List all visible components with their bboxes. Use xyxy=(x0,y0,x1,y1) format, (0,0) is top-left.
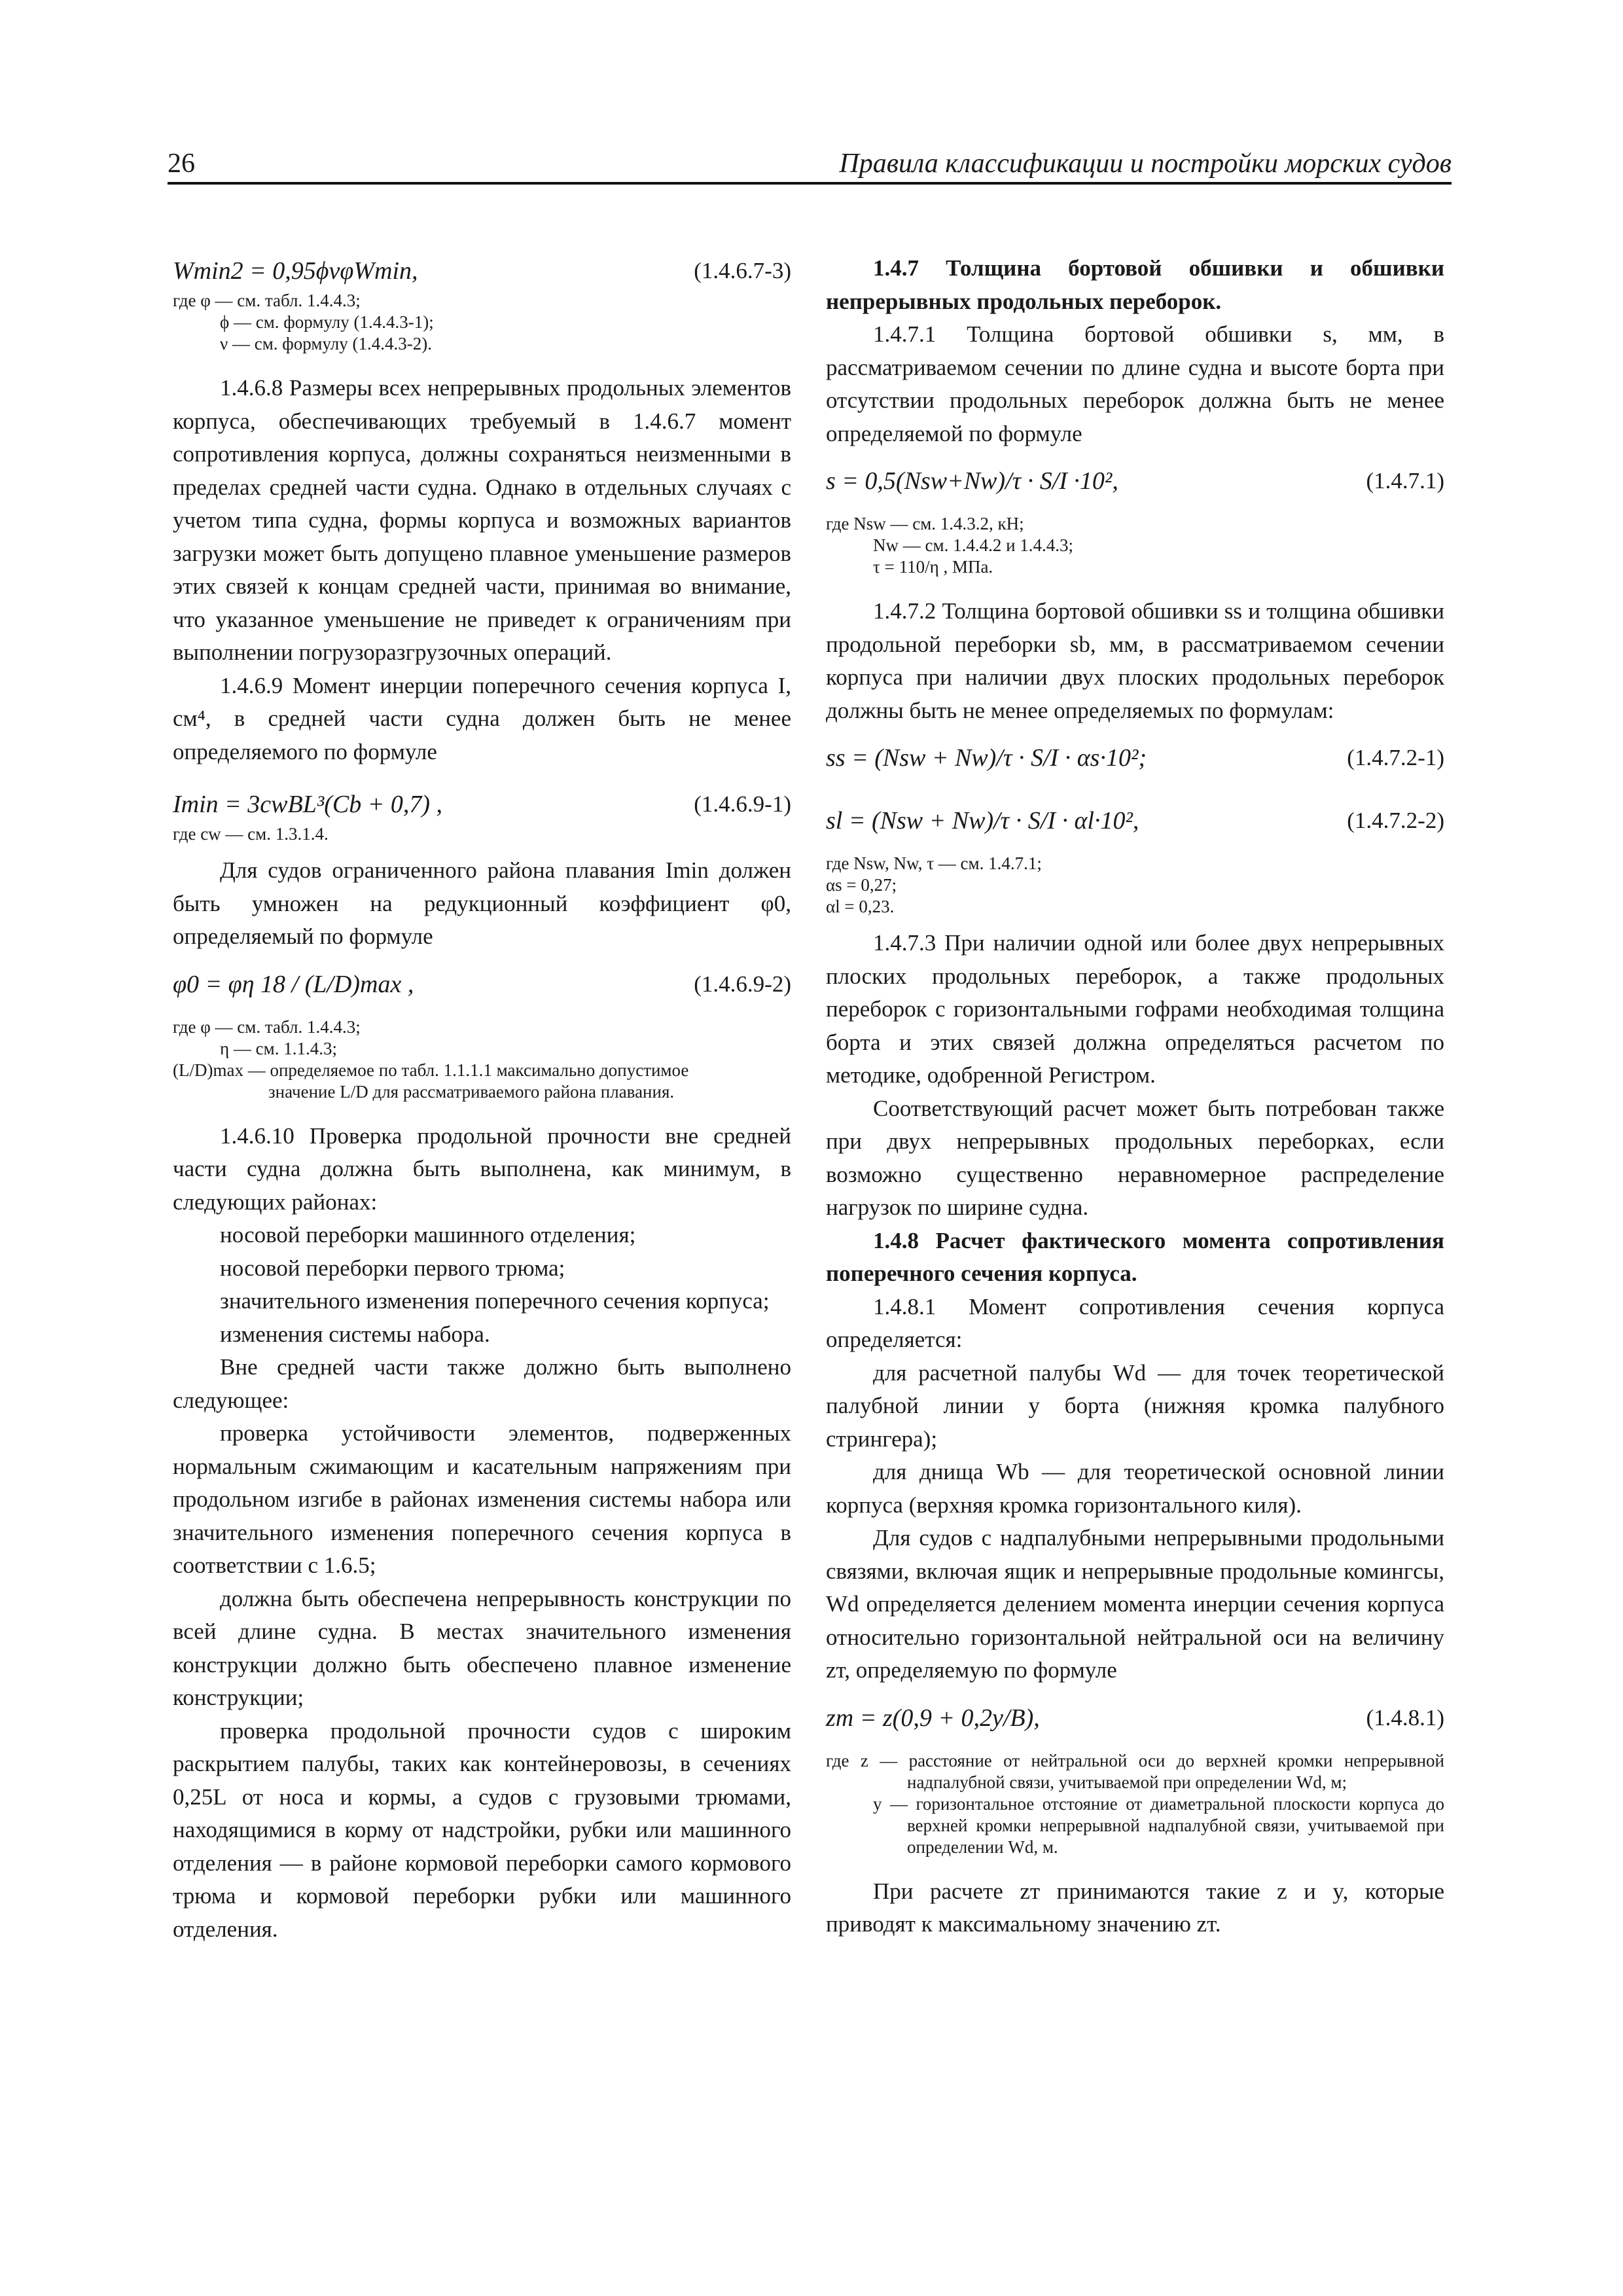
list-item: значительного изменения поперечного сечения корпуса; xyxy=(220,1288,770,1314)
page-number: 26 xyxy=(168,149,195,179)
paragraph-limited-area: Для судов ограниченного района плавания Imin должен быть умножен на редукционный коэффициент φ0, определяемый по формуле xyxy=(173,857,791,949)
paragraph-check-stability: проверка устойчивости элементов, подверженных нормальным сжимающим и касательным напряжениям при продольном изгибе в районах изменения системы набора или значительного изменения поперечного сечения корпуса в соответствии с 1.6.5; xyxy=(173,1420,791,1578)
paragraph-1-4-7-3: 1.4.7.3 При наличии одной или более двух непрерывных плоских продольных переборок, а также продольных переборок с горизонтальными гофрами необходимая толщина борта и этих связей должна определяться расчетом по методике, одобренной Регистром. xyxy=(826,930,1444,1088)
header-rule xyxy=(168,182,1452,185)
formula-legend xyxy=(826,513,1444,578)
page-header xyxy=(168,149,1452,178)
formula-legend xyxy=(173,290,791,355)
heading-1-4-8: 1.4.8 Расчет фактического момента сопротивления поперечного сечения корпуса. xyxy=(826,1227,1444,1286)
formula-legend xyxy=(826,1750,1444,1858)
paragraph-calculation: Соответствующий расчет может быть потребован также при двух непрерывных продольных переборках, если возможно существенно неравномерное распределение нагрузок по ширине судна. xyxy=(826,1095,1444,1220)
left-column xyxy=(173,252,791,1946)
formula-1-4-6-7-3 xyxy=(173,252,791,290)
legend-line: ν — см. формулу (1.4.4.3-2). xyxy=(220,334,432,353)
legend-line: Nw — см. 1.4.4.2 и 1.4.4.3; xyxy=(873,535,1074,555)
paragraph-check-continuity: должна быть обеспечена непрерывность конструкции по всей длине судна. В местах значительного изменения конструкции должно быть обеспечено плавное изменение конструкции; xyxy=(173,1585,791,1710)
paragraph-1-4-6-10: 1.4.6.10 Проверка продольной прочности вне средней части судна должна быть выполнена, как минимум, в следующих районах: xyxy=(173,1122,791,1215)
paragraph-1-4-6-8: 1.4.6.8 Размеры всех непрерывных продольных элементов корпуса, обеспечивающих требуемый в 1.4.6.7 момент сопротивления корпуса, должны сохраняться неизменными в пределах средней части судна. Однако в отдельных случаях с учетом типа судна, формы корпуса и возможных вариантов загрузки может быть допущено плавное уменьшение размеров этих связей к концам средней части, принимая во внимание, что указанное уменьшение не приведет к ограничениям при выполнении погрузоразгрузочных операций. xyxy=(173,375,791,665)
list-item: носовой переборки первого трюма; xyxy=(220,1255,565,1281)
formula-number: (1.4.7.2-2) xyxy=(1347,808,1444,833)
formula-expr: ss = (Nsw + Nw)/τ · S/I · αs·10²; xyxy=(826,744,1147,772)
paragraph-above-deck: Для судов с надпалубными непрерывными продольными связями, включая ящик и непрерывные продольные комингсы, Wd определяется делением момента инерции сечения корпуса относительно горизонтальной нейтральной оси на величину zт, определяемую по формуле xyxy=(826,1525,1444,1683)
legend-line: ϕ — см. формулу (1.4.4.3-1); xyxy=(220,312,434,332)
list-item: носовой переборки машинного отделения; xyxy=(220,1222,636,1247)
formula-legend xyxy=(173,823,791,845)
formula-expr: s = 0,5(Nsw+Nw)/τ · S/I ·10², xyxy=(826,467,1118,495)
formula-expr: sl = (Nsw + Nw)/τ · S/I · αl·10², xyxy=(826,807,1139,834)
formula-expr: zт = z(0,9 + 0,2y/B), xyxy=(826,1704,1040,1732)
paragraph-1-4-7-1: 1.4.7.1 Толщина бортовой обшивки s, мм, в рассматриваемом сечении по длине судна и высоте борта при отсутствии продольных переборок должна быть не менее определяемой по формуле xyxy=(826,321,1444,446)
legend-line: где cw — см. 1.3.1.4. xyxy=(173,824,329,844)
legend-line: где z — расстояние от нейтральной оси до верхней кромки непрерывной надпалубной связи, учитываемой при определении Wd, м; xyxy=(826,1750,1444,1792)
formula-legend xyxy=(826,853,1444,918)
paragraph-1-4-6-9: 1.4.6.9 Момент инерции поперечного сечения корпуса I, см⁴, в средней части судна должен быть не менее определяемого по формуле xyxy=(173,672,791,764)
formula-legend xyxy=(173,1016,791,1103)
paragraph-1-4-8-1: 1.4.8.1 Момент сопротивления сечения корпуса определяется: xyxy=(826,1293,1444,1352)
formula-1-4-6-9-2 xyxy=(173,954,791,1016)
legend-line: (L/D)max — определяемое по табл. 1.1.1.1 максимально допустимое xyxy=(173,1060,689,1080)
legend-line: где φ — см. табл. 1.4.4.3; xyxy=(173,1016,361,1037)
formula-number: (1.4.7.1) xyxy=(1366,468,1444,493)
formula-expr: Wmin2 = 0,95ϕνφWmin, xyxy=(173,257,418,285)
paragraph-check-open-deck: проверка продольной прочности судов с широким раскрытием палубы, таких как контейнеровозы, в сечениях 0,25L от носа и кормы, а судов с грузовыми трюмами, находящимися в корму от надстройки, рубки или машинного отделения — в районе кормовой переборки самого кормового трюма и кормовой переборки рубки или машинного отделения. xyxy=(173,1717,791,1942)
legend-line: τ = 110/η , МПа. xyxy=(873,557,993,577)
formula-1-4-7-2-2 xyxy=(826,790,1444,853)
legend-line: где Nsw — см. 1.4.3.2, кН; xyxy=(826,514,1024,533)
legend-line: значение L/D для рассматриваемого района плавания. xyxy=(268,1081,675,1102)
formula-number: (1.4.6.9-1) xyxy=(694,791,791,817)
right-column xyxy=(826,252,1444,1941)
formula-expr: φ0 = φη 18 / (L/D)max , xyxy=(173,970,414,998)
formula-1-4-7-1 xyxy=(826,450,1444,513)
formula-1-4-8-1 xyxy=(826,1687,1444,1750)
formula-1-4-7-2-1 xyxy=(826,727,1444,790)
formula-1-4-6-9-1 xyxy=(173,785,791,823)
legend-line: y — горизонтальное отстояние от диаметральной плоскости корпуса до верхней кромки непрерывной надпалубной связи, учитываемой при определении Wd, м. xyxy=(873,1793,1444,1857)
paragraph-1-4-7-2: 1.4.7.2 Толщина бортовой обшивки ss и толщина обшивки продольной переборки sb, мм, в рассматриваемом сечении корпуса при наличии двух плоских продольных переборок должны быть не менее определяемых по формулам: xyxy=(826,598,1444,723)
legend-line: η — см. 1.1.4.3; xyxy=(220,1038,337,1058)
formula-number: (1.4.6.9-2) xyxy=(694,971,791,997)
legend-line: где φ — см. табл. 1.4.4.3; xyxy=(173,291,361,310)
paragraph-final: При расчете zт принимаются такие z и y, которые приводят к максимальному значению zт. xyxy=(826,1878,1444,1937)
paragraph-bottom: для днища Wb — для теоретической основной линии корпуса (верхняя кромка горизонтального киля). xyxy=(826,1459,1444,1518)
legend-line: αs = 0,27; xyxy=(826,875,897,895)
heading-1-4-7: 1.4.7 Толщина бортовой обшивки и обшивки непрерывных продольных переборок. xyxy=(826,255,1444,314)
paragraph-outside-midship: Вне средней части также должно быть выполнено следующее: xyxy=(173,1354,791,1413)
legend-line: где Nsw, Nw, τ — см. 1.4.7.1; xyxy=(826,853,1042,873)
formula-expr: Imin = 3cwBL³(Cb + 0,7) , xyxy=(173,791,443,818)
legend-line: αl = 0,23. xyxy=(826,897,895,916)
formula-number: (1.4.7.2-1) xyxy=(1347,745,1444,770)
formula-number: (1.4.6.7-3) xyxy=(694,258,791,283)
list-item: изменения системы набора. xyxy=(220,1321,490,1347)
formula-number: (1.4.8.1) xyxy=(1366,1704,1444,1731)
paragraph-deck: для расчетной палубы Wd — для точек теоретической палубной линии у борта (нижняя кромка палубного стрингера); xyxy=(826,1359,1444,1452)
running-title: Правила классификации и постройки морских судов xyxy=(839,149,1452,179)
